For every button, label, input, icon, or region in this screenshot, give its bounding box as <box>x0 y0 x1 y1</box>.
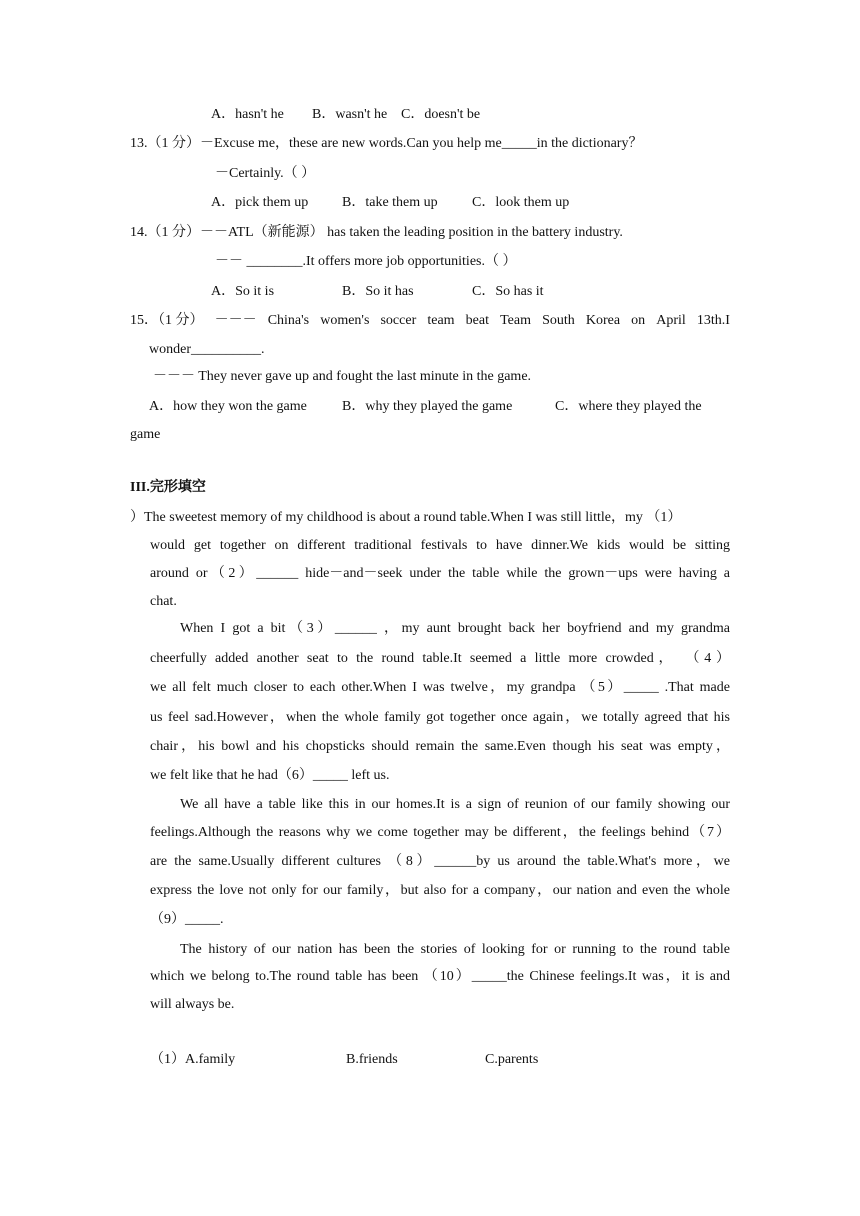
q12-option-b: B．wasn't he <box>312 107 388 122</box>
answer-1-option-c: C.parents <box>485 1052 539 1067</box>
q15-number: 15．（1 分） <box>130 313 204 328</box>
q14-option-a: A．So it is <box>211 284 275 299</box>
q13-dialogue-1b: in the dictionary？ <box>536 136 643 151</box>
q13-stem <box>130 135 642 153</box>
passage-p2-line6: we felt like that he had（6）_____ left us. <box>150 768 390 783</box>
passage-p4-line2: which we belong to.The round table has been （10）_____the Chinese feelings.It was，it is and <box>150 969 730 984</box>
passage-p1-line4: chat. <box>150 594 177 609</box>
passage-p2-line4: us feel sad.However，when the whole family got together once again，we totally agreed that his <box>150 710 730 725</box>
q13-option-c: C．look them up <box>472 195 570 210</box>
section-title: III.完形填空 <box>130 480 206 495</box>
passage-p3-line4: express the love not only for our family，but also for a company，our nation and even the whole <box>150 883 730 898</box>
q15-blank: __________ <box>191 342 261 357</box>
q15-stem: 15．（1 分） －－－ China's women's soccer team beat Team South Korea on April 13th.I <box>130 313 730 328</box>
passage-p3-line3: are the same.Usually different cultures （8）______by us around the table.What's more，we <box>150 854 730 869</box>
q14-number: 14.（1 分） <box>130 225 200 240</box>
q15-option-c: C．where they played the <box>555 399 702 414</box>
q13-number: 13.（1 分） <box>130 136 200 151</box>
q14-option-b: B．So it has <box>342 284 414 299</box>
q15-option-a: A．how they won the game <box>149 399 307 414</box>
answer-1-number: （1） <box>150 1052 185 1067</box>
passage-p1-line2: would get together on different traditional festivals to have dinner.We kids would be sitting <box>150 538 730 553</box>
q13-option-b: B．take them up <box>342 195 438 210</box>
q14-dialogue-1: －－ATL（新能源） has taken the leading position in the battery industry. <box>200 225 623 240</box>
q14-option-c: C．So has it <box>472 284 544 299</box>
q14-blank: ________ <box>246 254 303 269</box>
passage-p3-line2: feelings.Although the reasons why we come together may be different，the feelings behind（7） <box>150 825 730 840</box>
passage-p3-line1: We all have a table like this in our homes.It is a sign of reunion of our family showing our <box>180 797 730 812</box>
q15-dialogue-2: －－－ They never gave up and fought the last minute in the game. <box>153 369 532 384</box>
q13-dialogue-2: －Certainly.（ ） <box>215 166 316 181</box>
q13-dialogue-1a: －Excuse me，these are new words.Can you help me <box>200 136 502 151</box>
passage-p2-line3: we all felt much closer to each other.When I was twelve，my grandpa （5）_____ .That made <box>150 680 730 695</box>
passage-p4-line3: will always be. <box>150 997 235 1012</box>
q14-stem <box>130 224 623 242</box>
answer-1-option-b: B.friends <box>346 1052 398 1067</box>
q15-option-c-continued: game <box>130 427 161 442</box>
answer-1-row <box>150 1051 235 1069</box>
passage-p2-line5: chair，his bowl and his chopsticks should remain the same.Even though his seat was empty， <box>150 739 730 754</box>
q12-option-c: C．doesn't be <box>401 107 481 122</box>
q13-blank: _____ <box>501 136 537 151</box>
q15-stem-continued: wonder__________. <box>149 342 265 357</box>
q13-option-a: A．pick them up <box>211 195 309 210</box>
passage-p2-line1: When I got a bit（3）______ ，my aunt brought back her boyfriend and my grandma <box>180 621 730 636</box>
passage-p1-line1: ）The sweetest memory of my childhood is about a round table.When I was still little，my （1） <box>130 510 682 525</box>
q12-option-a: A．hasn't he <box>211 107 284 122</box>
passage-p1-line3: around or（2）______ hide－and－seek under the table while the grown－ups were having a <box>150 566 730 581</box>
passage-p4-line1: The history of our nation has been the stories of looking for or running to the round table <box>180 942 730 957</box>
passage-p2-line2: cheerfully added another seat to the round table.It seemed a little more crowded， （4） <box>150 651 730 666</box>
passage-p3-line5: （9）_____. <box>150 912 224 927</box>
q14-dialogue-2: －－ ________.It offers more job opportunities.（ ） <box>215 254 517 269</box>
answer-1-option-a: A.family <box>185 1052 236 1067</box>
q15-option-b: B．why they played the game <box>342 399 513 414</box>
